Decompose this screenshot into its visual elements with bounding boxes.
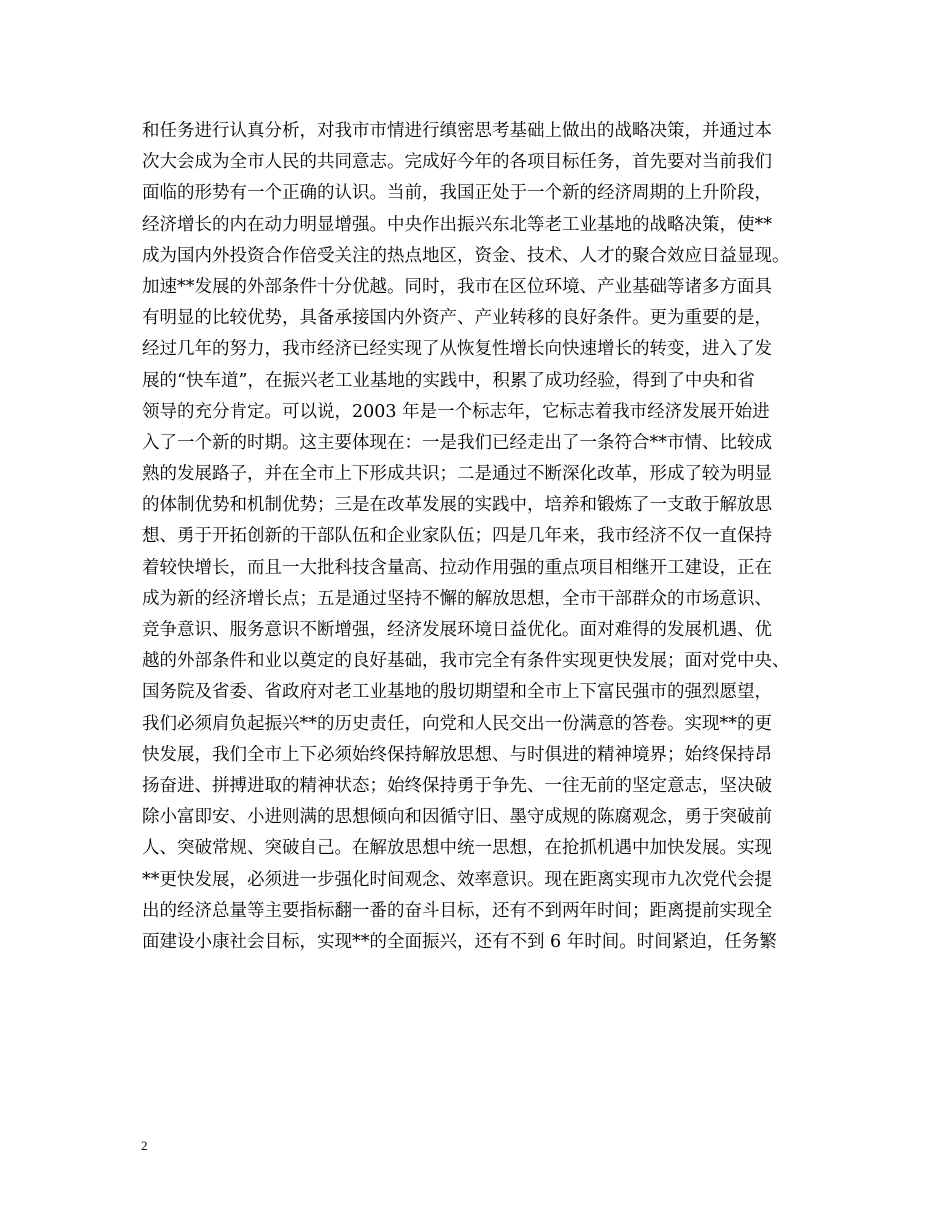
text-line: 快发展，我们全市上下必须始终保持解放思想、与时俱进的精神境界；始终保持昂: [142, 744, 772, 765]
text-line: 经济增长的内在动力明显增强。中央作出振兴东北等老工业基地的战略决策，使**: [142, 214, 772, 235]
text-line: 展的“快车道”，在振兴老工业基地的实践中，积累了成功经验，得到了中央和省: [142, 370, 755, 391]
text-line: 竞争意识、服务意识不断增强，经济发展环境日益优化。面对难得的发展机遇、优: [142, 620, 772, 640]
text-line: 和任务进行认真分析，对我市市情进行缜密思考基础上做出的战略决策，并通过本: [142, 121, 772, 141]
body-text: [142, 116, 842, 958]
text-line: 的体制优势和机制优势；三是在改革发展的实践中，培养和锻炼了一支敢于解放思: [142, 495, 772, 516]
text-line: 面建设小康社会目标，实现**的全面振兴，还有不到 6 年时间。时间紧迫，任务繁: [142, 931, 777, 952]
page-number: 2: [141, 1138, 148, 1153]
text-line: 熟的发展路子，并在全市上下形成共识；二是通过不断深化改革，形成了较为明显: [142, 464, 772, 485]
text-line: 出的经济总量等主要指标翻一番的奋斗目标，还有不到两年时间；距离提前实现全: [142, 900, 772, 921]
text-line: 我们必须肩负起振兴**的历史责任，向党和人民交出一份满意的答卷。实现**的更: [142, 713, 772, 734]
text-line: 越的外部条件和业以奠定的良好基础，我市完全有条件实现更快发展；面对党中央、: [142, 651, 790, 672]
text-line: 加速**发展的外部条件十分优越。同时，我市在区位环境、产业基础等诸多方面具: [142, 276, 772, 297]
text-line: 人、突破常规、突破自己。在解放思想中统一思想，在抢抓机遇中加快发展。实现: [142, 838, 772, 859]
text-line: 有明显的比较优势，具备承接国内外资产、产业转移的良好条件。更为重要的是，: [142, 308, 772, 329]
text-line: 成为新的经济增长点；五是通过坚持不懈的解放思想，全市干部群众的市场意识、: [142, 588, 772, 609]
text-line: 扬奋进、拼搏进取的精神状态；始终保持勇于争先、一往无前的坚定意志，坚决破: [142, 775, 772, 796]
text-line: 面临的形势有一个正确的认识。当前，我国正处于一个新的经济周期的上升阶段，: [142, 183, 772, 204]
text-line: 想、勇于开拓创新的干部队伍和企业家队伍；四是几年来，我市经济不仅一直保持: [142, 526, 772, 547]
text-line: 领导的充分肯定。可以说，2003 年是一个标志年，它标志着我市经济发展开始进: [142, 401, 770, 422]
text-line: 次大会成为全市人民的共同意志。完成好今年的各项目标任务，首先要对当前我们: [142, 152, 772, 173]
text-line: 成为国内外投资合作倍受关注的热点地区，资金、技术、人才的聚合效应日益显现。: [142, 245, 790, 266]
text-line: **更快发展，必须进一步强化时间观念、效率意识。现在距离实现市九次党代会提: [142, 869, 772, 890]
text-line: 入了一个新的时期。这主要体现在：一是我们已经走出了一条符合**市情、比较成: [142, 432, 772, 453]
text-line: 国务院及省委、省政府对老工业基地的殷切期望和全市上下富民强市的强烈愿望，: [142, 682, 772, 703]
text-line: 除小富即安、小进则满的思想倾向和因循守旧、墨守成规的陈腐观念，勇于突破前: [142, 807, 772, 828]
text-line: 经过几年的努力，我市经济已经实现了从恢复性增长向快速增长的转变，进入了发: [142, 339, 772, 360]
text-line: 着较快增长，而且一大批科技含量高、拉动作用强的重点项目相继开工建设，正在: [142, 557, 772, 578]
